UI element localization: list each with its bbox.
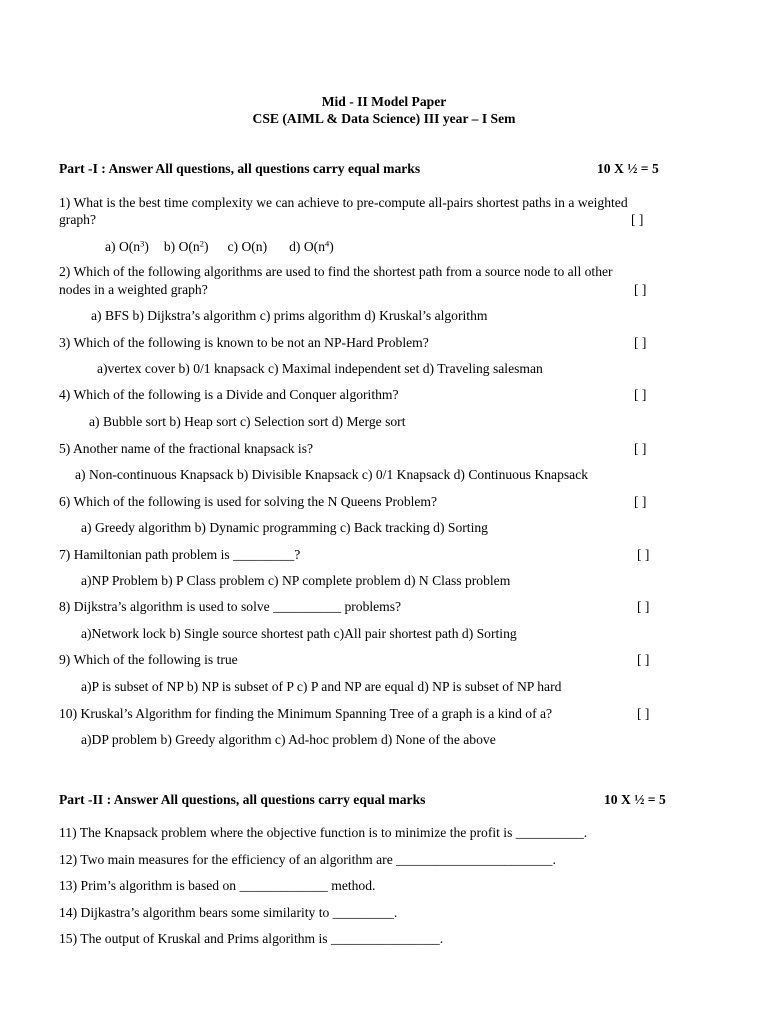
part2-heading: Part -II : Answer All questions, all questions carry equal marks [59,792,426,807]
part1-heading: Part -I : Answer All questions, all questions carry equal marks [59,161,421,176]
question-2-text-cont: nodes in a weighted graph? [59,282,208,297]
question-7-options: a)NP Problem b) P Class problem c) NP complete problem d) N Class problem [81,573,511,588]
question-6-options: a) Greedy algorithm b) Dynamic programming c) Back tracking d) Sorting [81,520,488,535]
answer-bracket-1: [ ] [631,212,644,227]
answer-bracket-7: [ ] [637,547,650,562]
question-11-text: 11) The Knapsack problem where the objective function is to minimize the profit is __________. [59,825,588,840]
question-1-text-cont: graph? [59,212,96,227]
answer-bracket-2: [ ] [634,282,647,297]
question-4-options: a) Bubble sort b) Heap sort c) Selection sort d) Merge sort [89,414,406,429]
question-3-text: 3) Which of the following is known to be not an NP-Hard Problem? [59,335,429,350]
question-12-text: 12) Two main measures for the efficiency of an algorithm are _______________________. [59,852,556,867]
option-1d: d) $O(n^4)$ [289,238,334,254]
question-10-text: 10) Kruskal’s Algorithm for finding the Minimum Spanning Tree of a graph is a kind of a? [59,706,553,721]
part1-marks: 10 X ½ = 5 [597,161,659,176]
part2-marks: 10 X ½ = 5 [604,792,666,807]
question-2-text: 2) Which of the following algorithms are used to find the shortest path from a source node to all other [59,264,613,279]
option-1a: a) $O(n^3)$ [105,238,149,254]
answer-bracket-9: [ ] [637,652,650,667]
paper-title: Mid - II Model Paper [321,94,447,109]
answer-bracket-3: [ ] [634,335,647,350]
question-10-options: a)DP problem b) Greedy algorithm c) Ad-hoc problem d) None of the above [81,732,496,747]
question-5-options: a) Non-continuous Knapsack b) Divisible Knapsack c) 0/1 Knapsack d) Continuous Knapsack [75,467,589,482]
paper-subtitle: CSE (AIML & Data Science) III year – I Sem [252,111,516,126]
question-4-text: 4) Which of the following is a Divide and Conquer algorithm? [59,387,399,402]
question-14-text: 14) Dijkastra’s algorithm bears some similarity to _________. [59,905,398,920]
question-1-text: 1) What is the best time complexity we can achieve to pre-compute all-pairs shortest paths in a weighted [59,195,628,210]
answer-bracket-8: [ ] [637,599,650,614]
answer-bracket-5: [ ] [634,441,647,456]
question-2-options: a) BFS b) Dijkstra’s algorithm c) prims algorithm d) Kruskal’s algorithm [91,308,488,323]
question-13-text: 13) Prim’s algorithm is based on _____________ method. [59,878,376,893]
answer-bracket-4: [ ] [634,387,647,402]
question-5-text: 5) Another name of the fractional knapsack is? [59,441,314,456]
question-15-text: 15) The output of Kruskal and Prims algorithm is ________________. [59,931,444,946]
question-9-text: 9) Which of the following is true [59,652,238,667]
answer-bracket-6: [ ] [634,494,647,509]
question-8-options: a)Network lock b) Single source shortest path c)All pair shortest path d) Sorting [81,626,517,641]
answer-bracket-10: [ ] [637,706,650,721]
question-8-text: 8) Dijkstra’s algorithm is used to solve __________ problems? [59,599,402,614]
question-1-options [105,239,334,255]
question-9-options: a)P is subset of NP b) NP is subset of P c) P and NP are equal d) NP is subset of NP hard [81,679,562,694]
question-3-options: a)vertex cover b) 0/1 knapsack c) Maximal independent set d) Traveling salesman [97,361,543,376]
question-6-text: 6) Which of the following is used for solving the N Queens Problem? [59,494,438,509]
option-1c: c) O(n) [227,239,268,254]
question-7-text: 7) Hamiltonian path problem is _________? [59,547,301,562]
option-1b: b) $O(n^2)$ [163,238,209,254]
